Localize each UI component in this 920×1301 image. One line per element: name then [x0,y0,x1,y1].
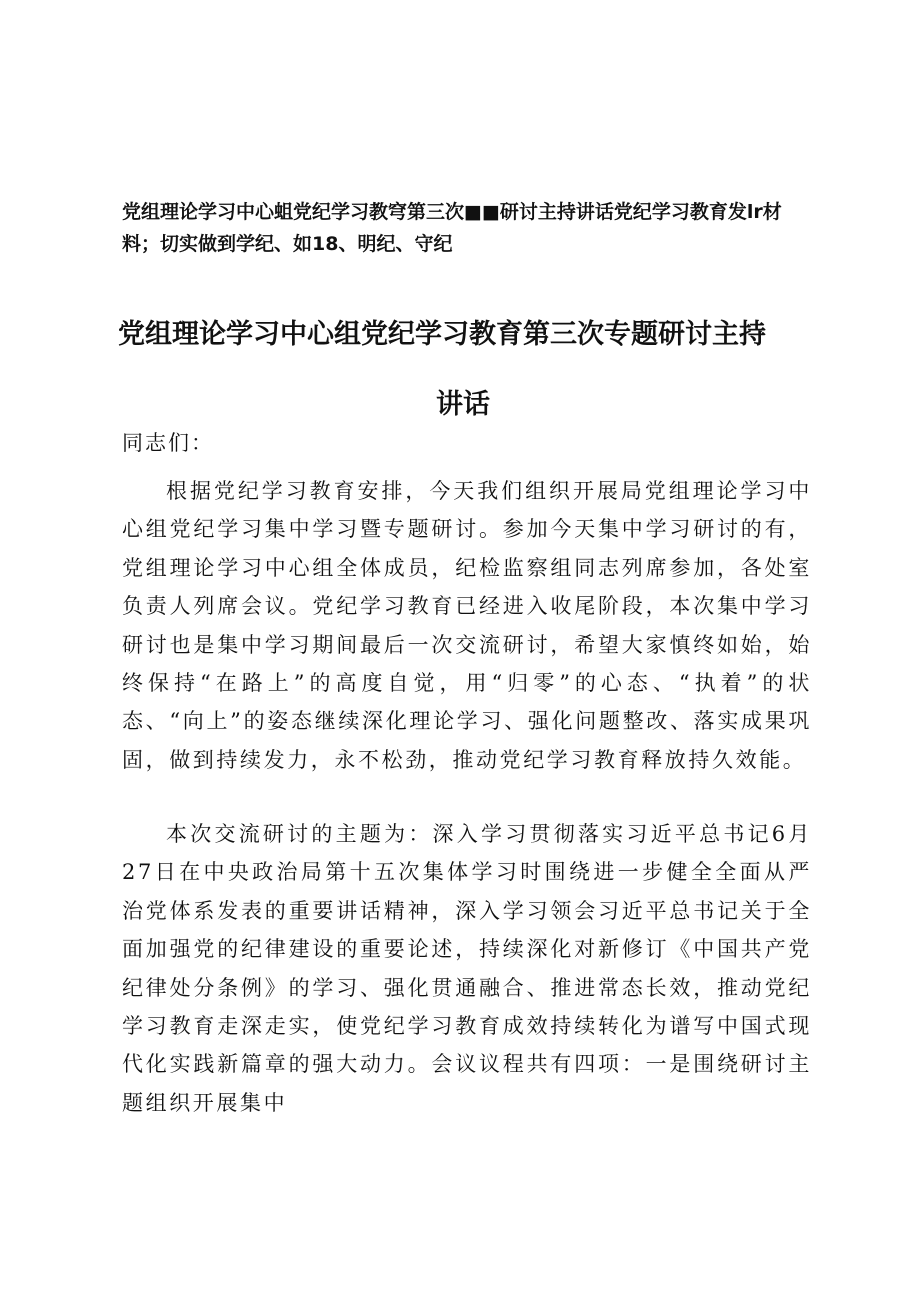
body-paragraph-2: 本次交流研讨的主题为：深入学习贯彻落实习近平总书记6月27日在中央政治局第十五次集体学习时围绕进一步健全全面从严治党体系发表的重要讲话精神，深入学习领会习近平总书记关于全面加强党的纪律建设的重要论述，持续深化对新修订《中国共产党纪律处分条例》的学习、强化贯通融合、推进常态长效，推动党纪学习教育走深走实，使党纪学习教育成效持续转化为谱写中国式现代化实践新篇章的强大动力。会议议程共有四项：一是围绕研讨主题组织开展集中 [122,822,812,1115]
salutation: 同志们： [122,431,214,455]
body-paragraph-1: 根据党纪学习教育安排，今天我们组织开展局党组理论学习中心组党纪学习集中学习暨专题研讨。参加今天集中学习研讨的有，党组理论学习中心组全体成员，纪检监察组同志列席参加，各处室负责人列席会议。党纪学习教育已经进入收尾阶段，本次集中学习研讨也是集中学习期间最后一次交流研讨，希望大家慎终如始，始终保持“在路上”的高度自觉，用“归零”的心态、“执着”的状态、“向上”的姿态继续深化理论学习、强化问题整改、落实成果巩固，做到持续发力，永不松劲，推动党纪学习教育释放持久效能。 [122,479,812,772]
document-title-line2: 讲话 [436,389,490,420]
document-header-title: 党组理论学习中心蛆党纪学习教穹第三次■■研讨主持讲话党纪学习教育发lr材料；切实做到学纪、如18、明纪、守纪 [122,201,782,255]
document-title [118,306,808,434]
document-title-line1: 党组理论学习中心组党纪学习教育第三次专题研讨主持 [118,319,766,350]
